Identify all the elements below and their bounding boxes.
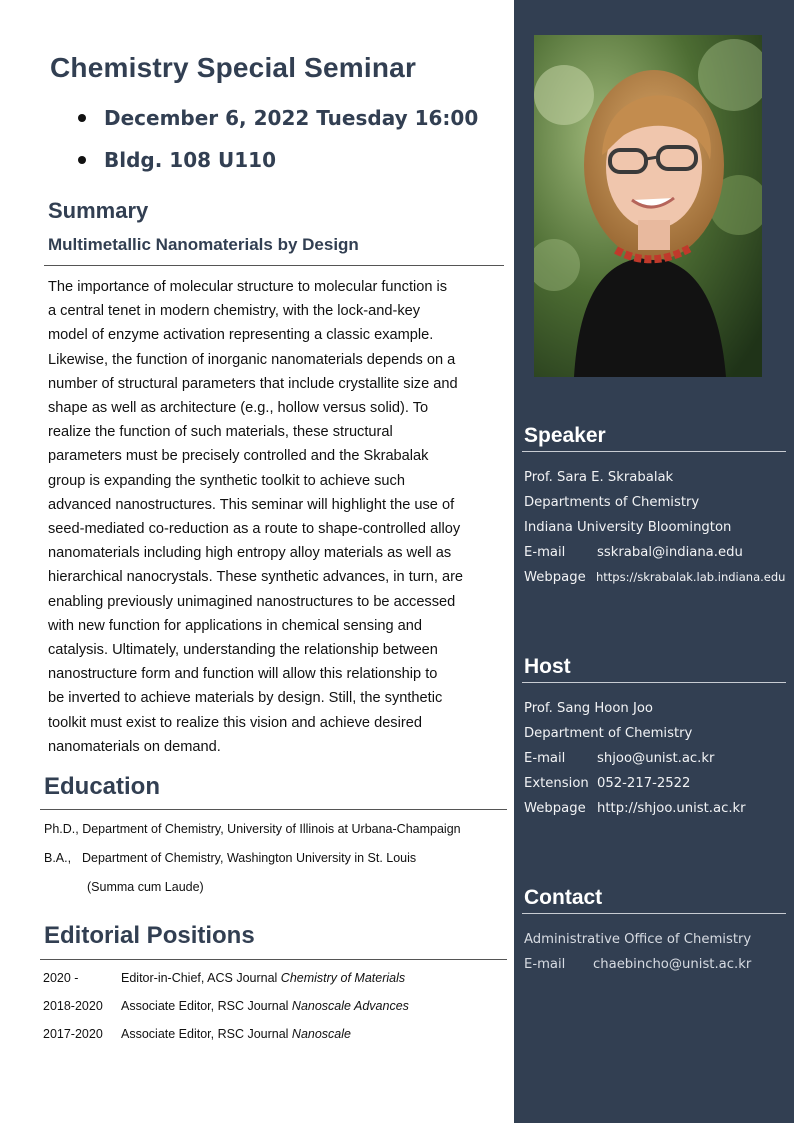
position-years: 2020 -: [43, 971, 79, 985]
abstract-line: nanostructure form and function will allow this relationship to: [48, 666, 438, 683]
abstract-line: Likewise, the function of inorganic nanomaterials depends on a: [48, 351, 456, 368]
speaker-email-row: [524, 545, 743, 560]
abstract-line: be inverted to achieve materials by design. Still, the synthetic: [48, 690, 443, 707]
abstract-line: catalysis. Ultimately, understanding the relationship between: [48, 642, 438, 659]
contact-email[interactable]: chaebincho@unist.ac.kr: [593, 957, 752, 972]
host-web-row: [524, 801, 746, 816]
abstract-line: shape as well as architecture (e.g., hollow versus solid). To: [48, 400, 429, 417]
event-details: [78, 103, 478, 187]
speaker-divider: [522, 451, 786, 452]
page-title: Chemistry Special Seminar: [50, 52, 417, 83]
speaker-photo: [534, 35, 762, 377]
education-ba-honors: (Summa cum Laude): [87, 880, 204, 894]
talk-title: Multimetallic Nanomaterials by Design: [48, 235, 359, 254]
abstract-line: advanced nanostructures. This seminar will highlight the use of: [48, 496, 455, 513]
abstract-line: The importance of molecular structure to molecular function is: [48, 279, 448, 295]
host-department: Department of Chemistry: [524, 726, 693, 741]
abstract-line: model of enzyme activation representing a classic example.: [48, 327, 434, 344]
contact-office: Administrative Office of Chemistry: [524, 932, 752, 947]
host-email[interactable]: shjoo@unist.ac.kr: [597, 751, 715, 766]
host-extension: 052-217-2522: [597, 776, 691, 791]
speaker-university: Indiana University Bloomington: [524, 520, 732, 535]
host-divider: [522, 682, 786, 683]
contact-divider: [522, 913, 786, 914]
summary-divider: [44, 265, 504, 266]
host-extension-row: [524, 776, 690, 791]
abstract-line: group is expanding the synthetic toolkit to achieve such: [48, 472, 405, 489]
editorial-heading: Editorial Positions: [44, 922, 255, 949]
position-years: 2017-2020: [43, 1027, 103, 1041]
summary-heading: Summary: [48, 198, 149, 223]
contact-heading: Contact: [524, 886, 603, 909]
journal-name: Nanoscale: [291, 1027, 351, 1041]
position-years: 2018-2020: [43, 999, 103, 1013]
position-role: [121, 971, 405, 985]
education-ba: Department of Chemistry, Washington University in St. Louis: [82, 851, 417, 865]
event-date: December 6, 2022 Tuesday 16:00: [78, 103, 478, 145]
position-role: [121, 1027, 351, 1041]
position-role: [121, 999, 409, 1013]
extension-label: Extension: [524, 776, 589, 791]
webpage-label: Webpage: [524, 801, 586, 816]
speaker-department: Departments of Chemistry: [524, 495, 700, 510]
event-location: Bldg. 108 U110: [78, 145, 478, 187]
speaker-email[interactable]: sskrabal@indiana.edu: [597, 545, 743, 560]
education-phd: Ph.D., Department of Chemistry, University of Illinois at Urbana-Champaign: [44, 822, 461, 836]
speaker-heading: Speaker: [524, 424, 606, 447]
abstract-line: nanomaterials on demand.: [48, 738, 221, 755]
email-label: E-mail: [524, 545, 566, 560]
speaker-web-row: [524, 570, 785, 585]
host-heading: Host: [524, 655, 571, 678]
host-name: Prof. Sang Hoon Joo: [524, 701, 653, 716]
position-role-text: Associate Editor, RSC Journal: [121, 999, 292, 1013]
abstract-line: parameters must be precisely controlled and the Skrabalak: [48, 448, 429, 465]
abstract-line: realize the function of such materials, these structural: [48, 424, 393, 441]
webpage-label: Webpage: [524, 570, 586, 585]
host-webpage-link[interactable]: http://shjoo.unist.ac.kr: [597, 801, 746, 816]
abstract-line: seed-mediated co-reduction as a route to shape-controlled alloy: [48, 521, 461, 538]
position-role-text: Editor-in-Chief, ACS Journal: [121, 971, 281, 985]
abstract-line: enabling previously unimagined nanostructures to be accessed: [48, 593, 456, 610]
sidebar: [514, 0, 794, 1123]
education-ba-label: B.A.,: [44, 851, 72, 865]
abstract-line: with new function for applications in chemical sensing and: [48, 617, 422, 634]
journal-name: Chemistry of Materials: [280, 971, 406, 985]
email-label: E-mail: [524, 751, 566, 766]
abstract-line: a central tenet in modern chemistry, with the lock-and-key: [48, 303, 421, 320]
abstract-line: nanomaterials including high entropy alloy materials as well as: [48, 545, 452, 562]
journal-name: Nanoscale Advances: [291, 999, 409, 1013]
abstract-line: hierarchical nanocrystals. These synthetic advances, in turn, are: [48, 569, 464, 586]
email-label: E-mail: [524, 957, 566, 972]
position-role-text: Associate Editor, RSC Journal: [121, 1027, 292, 1041]
abstract-line: number of structural parameters that include crystallite size and: [48, 375, 458, 392]
education-divider: [40, 809, 507, 810]
education-heading: Education: [44, 773, 161, 800]
host-email-row: [524, 751, 714, 766]
summary-abstract: [48, 275, 504, 759]
contact-email-row: [524, 957, 751, 972]
speaker-portrait-icon: [534, 35, 762, 377]
editorial-divider: [40, 959, 507, 960]
speaker-name: Prof. Sara E. Skrabalak: [524, 470, 674, 485]
speaker-webpage-link[interactable]: https://skrabalak.lab.indiana.edu: [596, 570, 786, 584]
abstract-line: toolkit must exist to realize this vision and achieve desired: [48, 714, 422, 731]
